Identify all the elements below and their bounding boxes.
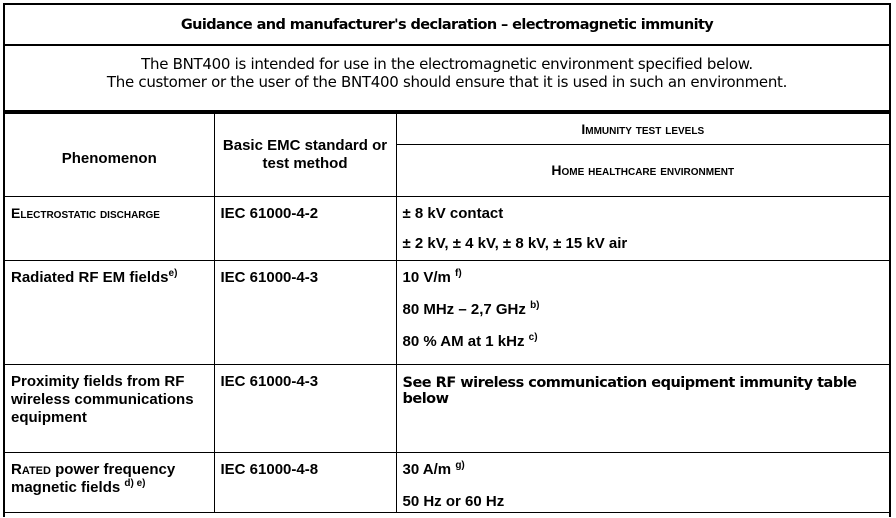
level-value: 80 MHz – 2,7 GHz — [402, 301, 526, 318]
table-row — [5, 261, 889, 365]
footnote-ref: e) — [168, 268, 178, 279]
table-row — [5, 453, 889, 513]
intro-line-1: The BNT400 is intended for use in the electromagnetic environment specified below. — [141, 55, 753, 73]
footnote-ref: c) — [528, 332, 538, 343]
cell-levels-proximity: See RF wireless communication equipment immunity table below — [396, 365, 889, 453]
document-frame — [3, 3, 891, 517]
cell-phenomenon-radiated — [5, 261, 214, 365]
cell-standard-esd: IEC 61000-4-2 — [214, 197, 396, 261]
level-value: 30 A/m — [402, 461, 452, 478]
header-phenomenon: Phenomenon — [5, 114, 214, 197]
cell-standard-power: IEC 61000-4-8 — [214, 453, 396, 513]
level-text — [403, 269, 884, 287]
footnote-ref: f) — [455, 268, 462, 279]
footnote-ref: b) — [530, 300, 540, 311]
level-text — [403, 301, 884, 319]
cell-phenomenon-proximity: Proximity fields from RF wireless communications equipment — [5, 365, 214, 453]
cell-standard-radiated: IEC 61000-4-3 — [214, 261, 396, 365]
header-row-1 — [5, 114, 889, 145]
footnote-ref: d) e) — [124, 478, 146, 489]
level-value: 80 % AM at 1 kHz — [402, 333, 525, 350]
table-title: Guidance and manufacturer's declaration – electromagnetic immunity — [5, 5, 889, 46]
cell-levels-power — [396, 453, 889, 513]
immunity-table — [5, 113, 889, 513]
cell-levels-radiated — [396, 261, 889, 365]
header-home-healthcare: Home healthcare environment — [396, 145, 889, 197]
level-value: 10 V/m — [402, 269, 451, 286]
table-row — [5, 197, 889, 261]
phenomenon-text: Radiated RF EM fields — [11, 269, 169, 286]
header-immunity-levels: Immunity test levels — [396, 114, 889, 145]
level-text: 50 Hz or 60 Hz — [402, 493, 505, 510]
cell-levels-esd — [396, 197, 889, 261]
level-text — [403, 333, 884, 351]
cell-phenomenon-power — [5, 453, 214, 513]
rated-text: Rated — [11, 461, 51, 478]
level-text: ± 2 kV, ± 4 kV, ± 8 kV, ± 15 kV air — [402, 235, 628, 252]
level-text — [403, 461, 884, 479]
table-row — [5, 365, 889, 453]
header-standard: Basic EMC standard or test method — [214, 114, 396, 197]
cell-phenomenon-esd: Electrostatic discharge — [5, 197, 214, 261]
cell-standard-proximity: IEC 61000-4-3 — [214, 365, 396, 453]
level-text: ± 8 kV contact — [402, 205, 504, 222]
footnote-ref: g) — [455, 460, 465, 471]
phenomenon-text: power frequency magnetic fields — [11, 461, 176, 496]
intro-line-2: The customer or the user of the BNT400 should ensure that it is used in such an environment. — [106, 73, 788, 91]
intro-text — [5, 46, 889, 113]
